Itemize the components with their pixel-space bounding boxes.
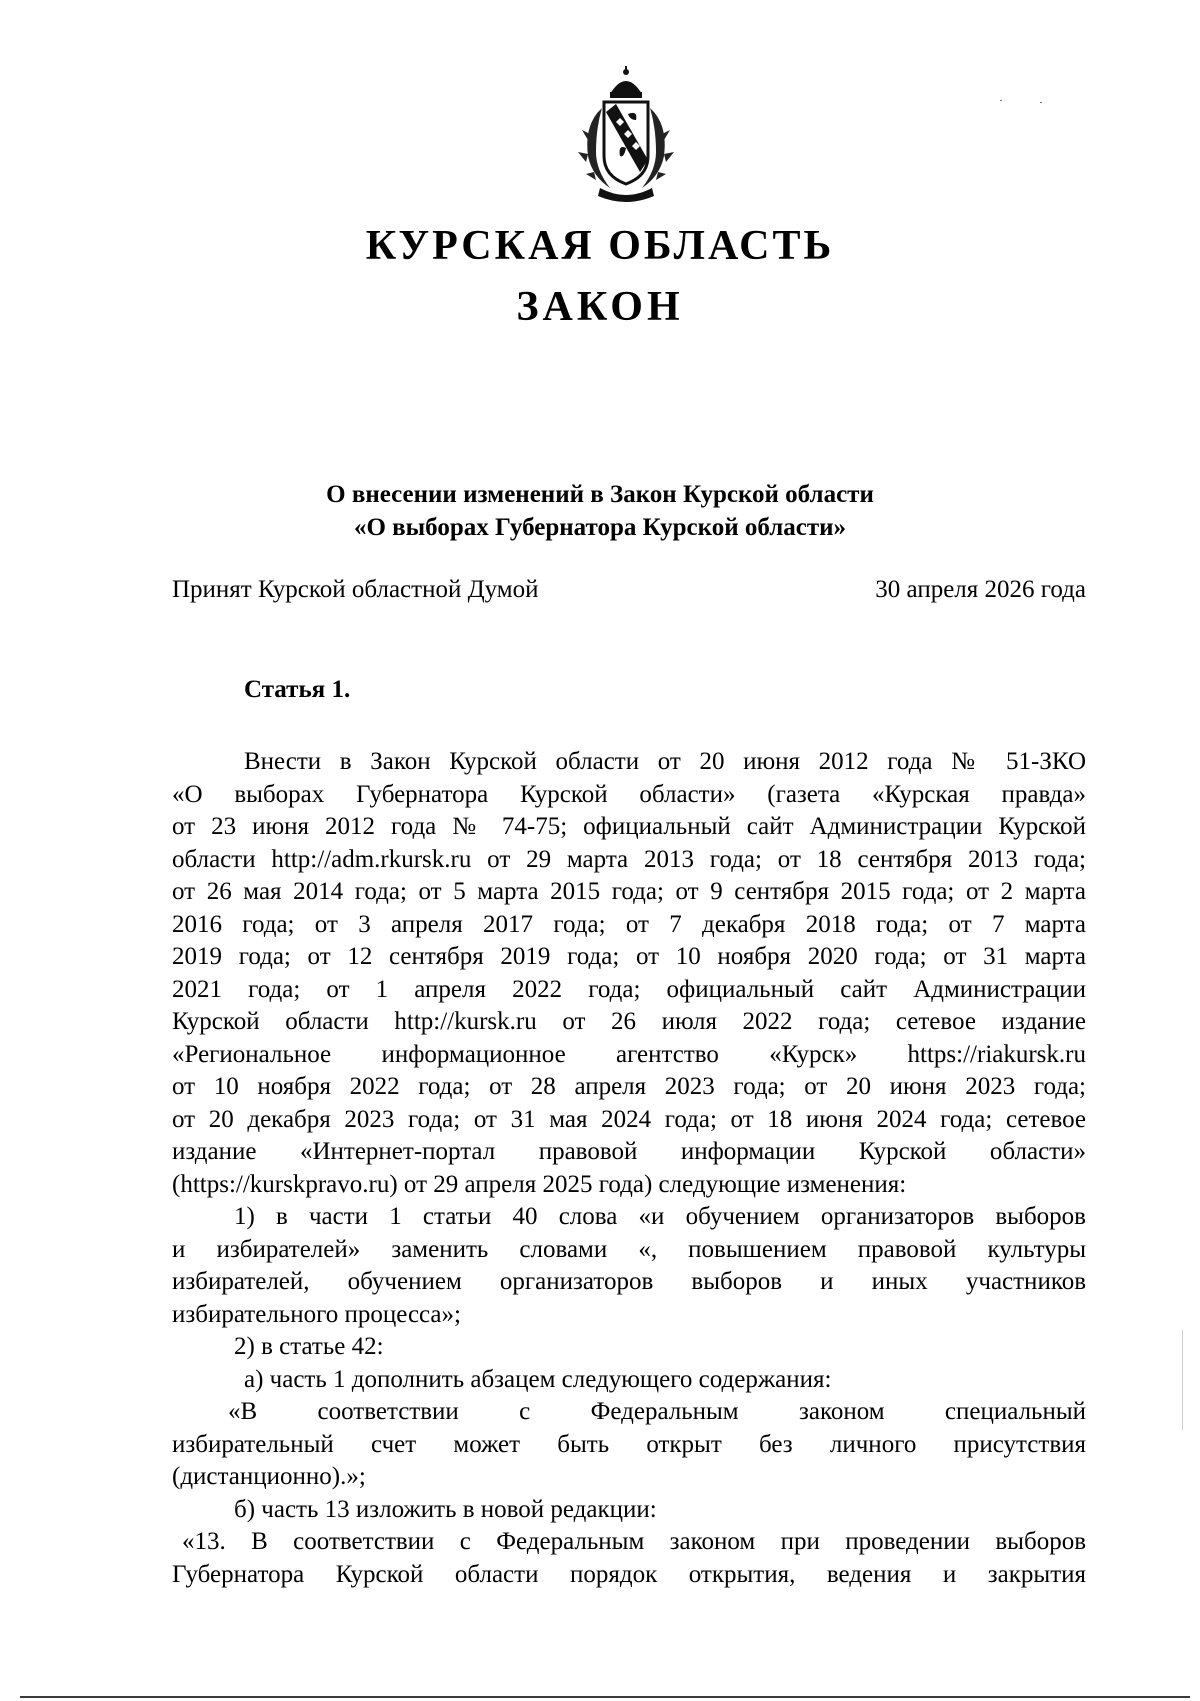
text-line: издание «Интернет-портал правовой информации Курской области» — [172, 1138, 1086, 1165]
text-line: от 23 июня 2012 года № 74-75; официальный сайт Администрации Курской — [172, 813, 1086, 840]
text-line: «В соответствии с Федеральным законом специальный — [228, 1398, 1086, 1425]
text-line: области http://adm.rkursk.ru от 29 марта 2013 года; от 18 сентября 2013 года; — [172, 845, 1086, 873]
text-line: 2016 года; от 3 апреля 2017 года; от 7 декабря 2018 года; от 7 марта — [172, 910, 1086, 938]
text-line: (дистанционно).»; — [172, 1463, 366, 1490]
text-line: от 10 ноября 2022 года; от 28 апреля 2023 года; от 20 июня 2023 года; — [172, 1073, 1086, 1100]
text-line: избирательного процесса»; — [172, 1300, 461, 1328]
text-line: «13. В соответствии с Федеральным законом при проведении выборов — [182, 1528, 1086, 1555]
scan-edge-right — [1182, 1330, 1183, 1430]
coat-of-arms-emblem — [566, 64, 686, 204]
text-line: от 26 мая 2014 года; от 5 марта 2015 года; от 9 сентября 2015 года; от 2 марта — [172, 878, 1086, 905]
text-line: 2019 года; от 12 сентября 2019 года; от 10 ноября 2020 года; от 31 марта — [172, 943, 1086, 970]
text-line: «О выборах Губернатора Курской области» (газета «Курская правда» — [172, 780, 1086, 808]
adoption-date: 30 апреля 2026 года — [875, 576, 1086, 603]
text-line: избирателей, обучением организаторов выборов и иных участников — [172, 1268, 1086, 1295]
text-line: «Региональное информационное агентство «Курск» https://riakursk.ru — [172, 1040, 1086, 1068]
article-body — [172, 746, 1086, 1591]
text-line: 2021 года; от 1 апреля 2022 года; официальный сайт Администрации — [172, 975, 1086, 1003]
text-line: от 20 декабря 2023 года; от 31 мая 2024 года; от 18 июня 2024 года; сетевое — [172, 1105, 1086, 1133]
text-line: Курской области http://kursk.ru от 26 июля 2022 года; сетевое издание — [172, 1008, 1086, 1035]
text-line: Внести в Закон Курской области от 20 июня 2012 года № 51-ЗКО — [244, 748, 1086, 775]
law-title-line-1: О внесении изменений в Закон Курской области — [326, 481, 874, 508]
document-type-heading: ЗАКОН — [516, 284, 684, 330]
text-line: (https://kurskpravo.ru) от 29 апреля 2025 года) следующие изменения: — [172, 1170, 907, 1198]
article-heading: Статья 1. — [244, 676, 351, 703]
law-title-line-2: «О выборах Губернатора Курской области» — [353, 514, 847, 541]
text-line: б) часть 13 изложить в новой редакции: — [234, 1495, 657, 1523]
scan-edge-bottom — [20, 1696, 1190, 1698]
text-line: Губернатора Курской области порядок открытия, ведения и закрытия — [172, 1560, 1086, 1588]
text-line: избирательный счет может быть открыт без личного присутствия — [172, 1430, 1086, 1458]
text-line: и избирателей» заменить словами «, повышением правовой культуры — [172, 1235, 1086, 1263]
adopted-by: Принят Курской областной Думой — [172, 576, 539, 603]
scan-speck — [1040, 102, 1042, 103]
scan-speck — [1000, 100, 1002, 101]
text-line: 2) в статье 42: — [234, 1333, 384, 1360]
text-line: 1) в части 1 статьи 40 слова «и обучением организаторов выборов — [234, 1203, 1086, 1230]
region-heading: КУРСКАЯ ОБЛАСТЬ — [365, 223, 835, 269]
text-line: а) часть 1 дополнить абзацем следующего содержания: — [244, 1365, 832, 1393]
